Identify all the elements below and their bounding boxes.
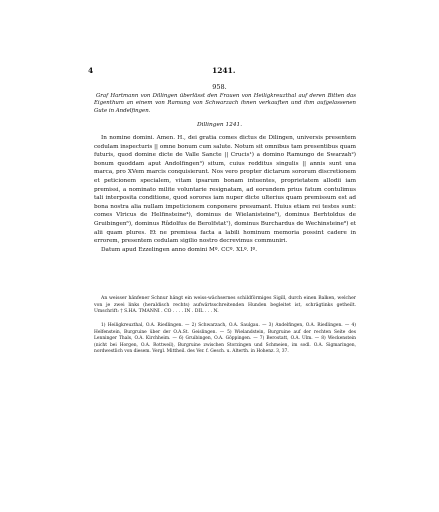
page-number: 4 (88, 66, 94, 75)
place-date: Dillingen 1241. (196, 122, 243, 128)
footnotes-text: 1) Heiligkreuzthal, O.A. Riedlingen. — 2) Schwarzach, O.A. Saulgau. — 3) Andelfingen, O.A. Riedlingen. — 4) Helfenstein, Burgruine über der O.A.St. Geislingen. — 5) Wielandstein, Burgruine auf der rechten Seite des Lenninger Thals, O.A. Kirchheim. — 6) Gruibingen, O.A. Göppingen. — 7) Berostatt, O.A. Ulm. — 8) Weckenstein (nicht bei Horgen, O.A. Rottweil), Burgruine zwischen Storzingen und Schmeien, im sodl. O.A. Sigmaringen, nordwestlich von diesem. Vergl. Mittheil. des Ver. f. Gesch. u. Alterth. in Hohenz. 3, 37. (94, 323, 356, 354)
dating-line: Datum apud Ezzelingen anno domini Mº. CCº. XLº. Iº. (101, 246, 258, 253)
document-summary: Graf Hartmann von Dillingen überlässt den Frauen von Heiligkreuzthal auf deren Bitten das Eigenthum an einem von Ramung von Schwarzach ihnen verkauften und ihm aufgelassenen Gute in Andelfingen. (94, 93, 356, 114)
footnotes (94, 323, 356, 356)
page-header (88, 66, 351, 76)
seal-note: An weisser hänfener Schnur hängt ein weiss-wächsernes schildförmiges Sigill, durch einen Balken, welcher von je zwei links (heraldisch rechts) aufwärtsschreitenden Hunden begleitet ist, schrägtinks getheilt. Umschrift: † S.HA. TMANNI . CO . . . . IN . DIL . . . N. (94, 296, 356, 315)
charter-body: In nomine domini. Amen. H., dei gratia comes dictus de Dilingen, universis presentem cedulam inspecturis || omne bonum cum salute. Notum sit omnibus tam presentibus quam futuris, quod domine dicte de Valle Sancte || Crucis¹) a domino Ramungo de Swarzah²) bonum quoddam aput Andolfingen³) situm, cuius redditus singulis || annis sunt una marca, pro XVem marcis conquisierunt. Nos vero propter dictarum sororum discretionem et peticionem specialem, vitam ipsarum bonam intuentes, proprietatem allodii iam premissi, a nominato milite voluntarie resignatam, ad eorundem prius fatum contulimus tali interposita conditione, quod sorores iam nuper dicte ulterius quam premissum est ad bona nostra alia nullam impeticionem conponere presumant. Huius etiam rei testes sunt: comes Vlricus de Helfinsteine⁴), dominus de Wielanisteine⁵), dominus Berhtoldus de Gruibingen⁶), dominus Rûdolfus de Berolfstat⁷), dominus Burchardus de Wechinsteine⁸) et alii quam plures. Et ne premissa facta a labili hominum memoria possint cadere in errorem, presentem cedulam sigilio nostro decrevimus communiri. (94, 135, 356, 245)
document-number: 958. (212, 83, 227, 91)
header-year: 1241. (212, 66, 236, 75)
seal-description (94, 296, 356, 316)
charter-text (94, 134, 356, 254)
